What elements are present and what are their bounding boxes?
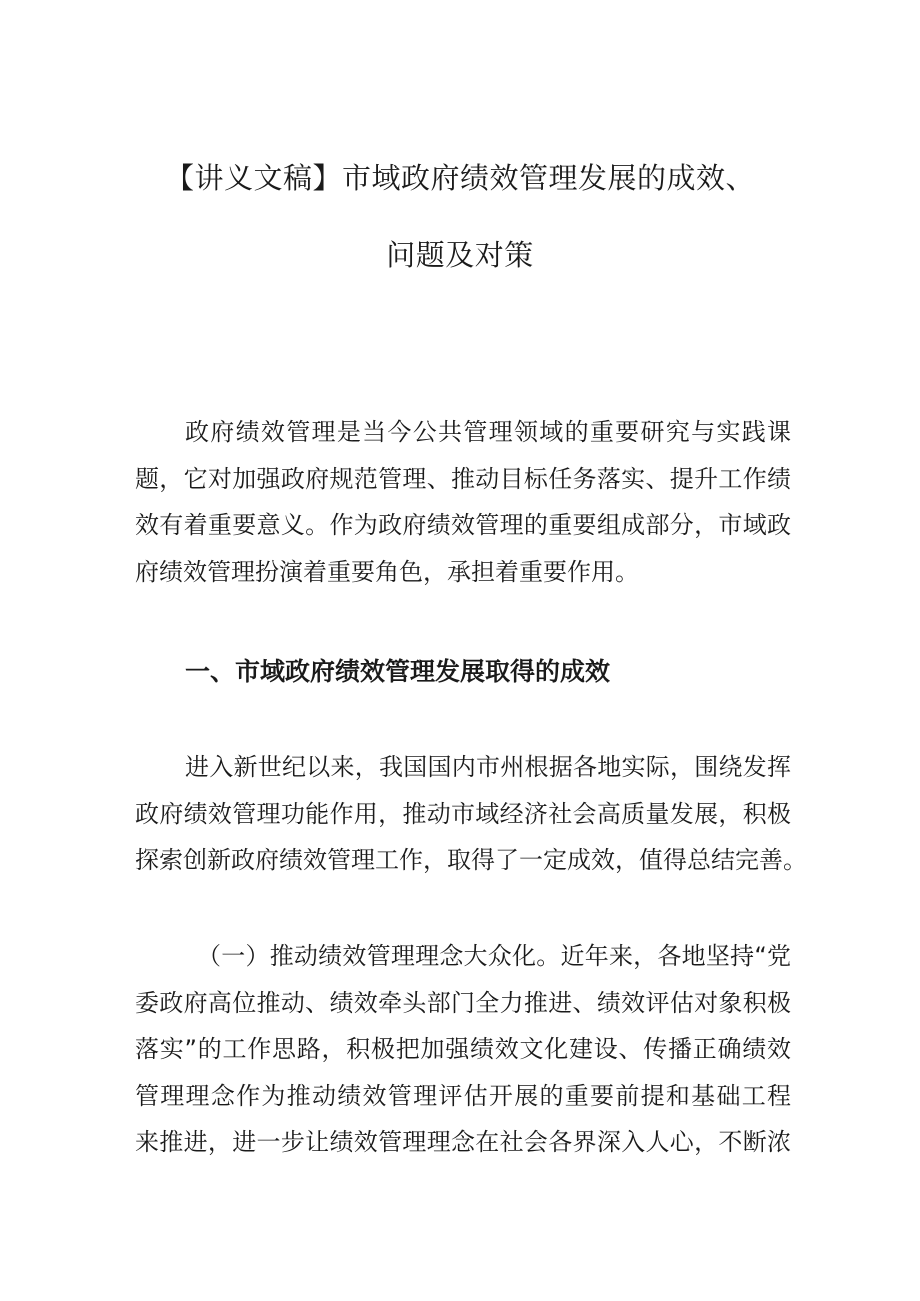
paragraph-line: 题，它对加强政府规范管理、推动目标任务落实、提升工作绩 (135, 464, 791, 493)
paragraph-line: （一）推动绩效管理理念大众化。近年来，各地坚持“党 (197, 942, 791, 970)
section-heading-1: 一、市域政府绩效管理发展取得的成效 (185, 657, 611, 686)
paragraph-line: 委政府高位推动、绩效牵头部门全力推进、绩效评估对象积极 (135, 988, 791, 1017)
paragraph-intro (135, 409, 791, 595)
paragraph-line: 探索创新政府绩效管理工作，取得了一定成效，值得总结完善。 (135, 846, 807, 874)
paragraph-line: 进入新世纪以来，我国国内市州根据各地实际，围绕发挥 (185, 753, 791, 781)
paragraph-line: 落实”的工作思路，积极把加强绩效文化建设、传播正确绩效 (135, 1035, 791, 1063)
paragraph-line: 府绩效管理扮演着重要角色，承担着重要作用。 (135, 557, 639, 586)
paragraph-subsection-1 (135, 933, 791, 1166)
paragraph-line: 管理理念作为推动绩效管理评估开展的重要前提和基础工程 (135, 1081, 791, 1110)
paragraph-line: 来推进，进一步让绩效管理理念在社会各界深入人心，不断浓 (135, 1128, 791, 1156)
paragraph-line: 政府绩效管理是当今公共管理领域的重要研究与实践课 (185, 418, 791, 446)
document-title-line-2: 问题及对策 (386, 238, 534, 272)
paragraph-line: 政府绩效管理功能作用，推动市域经济社会高质量发展，积极 (135, 799, 791, 828)
document-title-line-1: 【讲义文稿】市域政府绩效管理发展的成效、 (164, 161, 755, 195)
paragraph-section1-intro (135, 744, 807, 884)
paragraph-line: 效有着重要意义。作为政府绩效管理的重要组成部分，市域政 (135, 511, 791, 539)
